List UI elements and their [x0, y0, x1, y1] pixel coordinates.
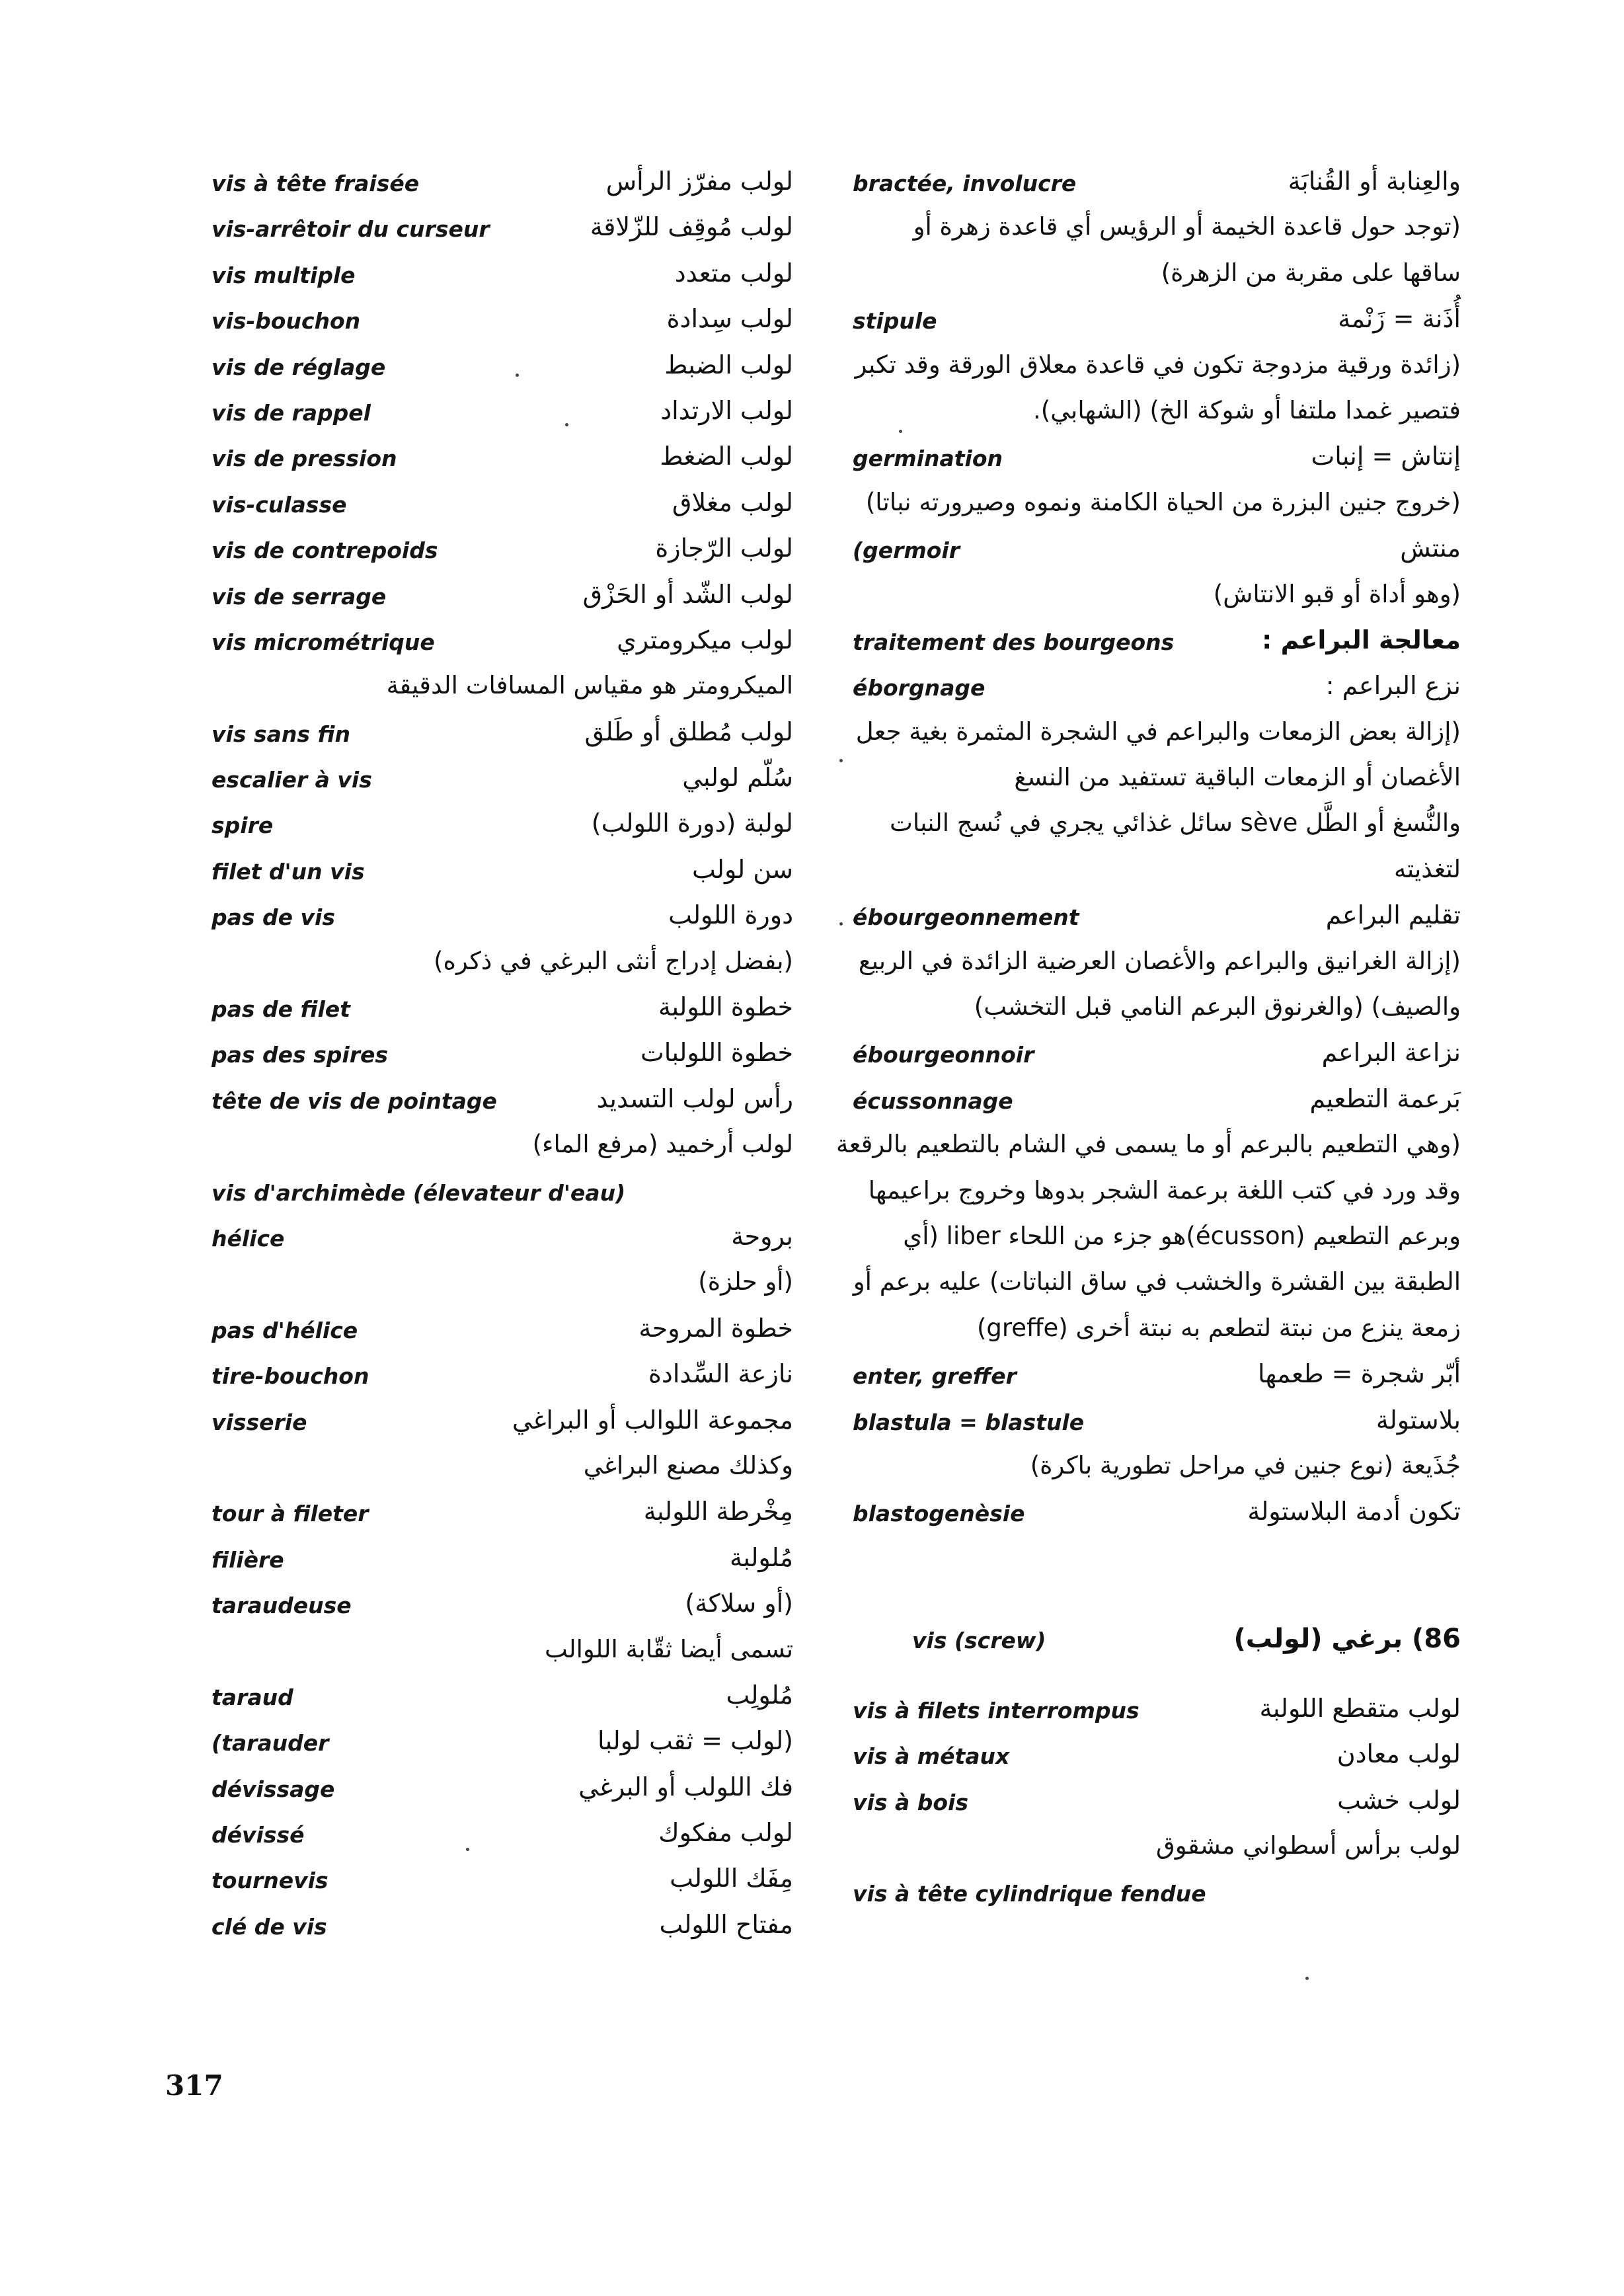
entry-row	[212, 1128, 793, 1174]
entry-row	[853, 1266, 1461, 1312]
french-term: vis-bouchon	[212, 308, 361, 335]
entry-row	[212, 257, 793, 303]
entry-row	[853, 1312, 1461, 1358]
entry-row	[212, 991, 793, 1037]
entry-row	[853, 257, 1461, 303]
arabic-term: (زائدة ورقية مزدوجة تكون في قاعدة معلاق الورقة وقد تكبر	[855, 350, 1461, 379]
entry-row	[212, 716, 793, 762]
french-term: filière	[212, 1546, 284, 1573]
entry-row	[212, 1220, 793, 1266]
arabic-term: سُلّم لولبي	[682, 763, 793, 793]
entry-row	[212, 1634, 793, 1679]
arabic-term: (وهي التطعيم بالبرعم أو ما يسمى في الشام بالتطعيم بالرقعة	[835, 1130, 1461, 1159]
entry-row	[212, 1542, 793, 1587]
entry-row	[853, 853, 1461, 899]
arabic-term: لولب مُطلق أو طَلق	[584, 717, 793, 746]
french-term: écussonnage	[853, 1088, 1013, 1114]
entry-row	[212, 1358, 793, 1404]
entry-row	[212, 349, 793, 395]
french-term: taraudeuse	[212, 1593, 352, 1619]
arabic-term: مُلولِب	[726, 1680, 793, 1710]
french-term: tire-bouchon	[212, 1363, 369, 1390]
french-term: filet d'un vis	[212, 858, 365, 885]
french-term: stipule	[853, 308, 937, 335]
arabic-term: تقليم البراعم	[1325, 900, 1461, 930]
arabic-term: لولب خشب	[1337, 1785, 1461, 1815]
arabic-term: (توجد حول قاعدة الخيمة أو الرؤيس أي قاعدة زهرة أو	[913, 212, 1461, 241]
arabic-term: معالجة البراعم :	[1262, 625, 1461, 654]
french-term: (germoir	[853, 537, 960, 564]
entry-row	[853, 945, 1461, 991]
arabic-term: لولبة (دورة اللولب)	[591, 809, 793, 838]
arabic-term: مجموعة اللوالب أو البراغي	[512, 1405, 793, 1435]
french-term: pas de filet	[212, 996, 350, 1023]
entry-row	[212, 1495, 793, 1541]
arabic-term: (إزالة الغرانيق والبراعم والأغصان العرضية الزائدة في الربيع	[858, 946, 1461, 975]
arabic-term: رأس لولب التسديد	[596, 1084, 793, 1113]
french-term: clé de vis	[212, 1913, 327, 1940]
french-term: tête de vis de pointage	[212, 1088, 497, 1114]
entry-row	[853, 1830, 1461, 1876]
french-term: éborgnage	[853, 675, 986, 701]
entry-row	[853, 807, 1461, 853]
arabic-term: مِفَك اللولب	[670, 1864, 793, 1893]
french-term: traitement des bourgeons	[853, 629, 1175, 655]
french-term: visserie	[212, 1409, 307, 1435]
entry-row	[853, 303, 1461, 348]
arabic-term: والنُّسغ أو الطَّل sève سائل غذائي يجري في نُسج النبات	[890, 809, 1461, 838]
french-term: vis de réglage	[212, 354, 386, 380]
french-term: blastula = blastule	[853, 1409, 1085, 1435]
french-term: vis à bois	[853, 1789, 968, 1815]
arabic-term: لولب مفرّز الرأس	[605, 167, 793, 196]
arabic-term: (أو سلاكة)	[685, 1589, 793, 1618]
entry-row	[212, 532, 793, 578]
entry-row	[853, 1404, 1461, 1450]
entry-row	[212, 303, 793, 348]
entry-row	[212, 624, 793, 670]
arabic-term: (لولب = ثقب لولبا	[598, 1726, 793, 1756]
entry-row	[212, 1679, 793, 1725]
arabic-term: مفتاح اللولب	[659, 1909, 793, 1939]
arabic-term: فتصير غمدا ملتفا أو شوكة الخ) (الشهابي).	[1033, 395, 1461, 424]
arabic-term: نازعة السِّدادة	[648, 1359, 793, 1389]
entry-row	[853, 487, 1461, 532]
entry-row	[212, 578, 793, 624]
entry-row	[212, 1862, 793, 1908]
entry-row	[853, 578, 1461, 624]
entry-row	[853, 165, 1461, 211]
french-term: enter, greffer	[853, 1363, 1017, 1390]
arabic-term: لولب الضغط	[660, 442, 793, 471]
entry-row	[853, 1450, 1461, 1495]
entry-row	[853, 1358, 1461, 1404]
french-term: vis micrométrique	[212, 629, 435, 655]
arabic-term: نزع البراعم :	[1325, 671, 1461, 701]
entry-row	[212, 395, 793, 440]
entry-row	[853, 440, 1461, 486]
french-term: vis à filets interrompus	[853, 1697, 1140, 1723]
entry-row	[212, 945, 793, 991]
entry-row	[212, 1771, 793, 1817]
arabic-term: بلاستولة	[1375, 1405, 1461, 1435]
french-term: vis de pression	[212, 446, 397, 472]
arabic-term: لولب الشّد أو الحَزْق	[582, 579, 793, 609]
arabic-term: 86) برغي (لولب)	[1233, 1623, 1461, 1654]
arabic-term: (خروج جنين البزرة من الحياة الكامنة ونموه وصيرورته نباتا)	[865, 487, 1461, 516]
arabic-term: جُذَيعة (نوع جنين في مراحل تطورية باكرة)	[1030, 1450, 1461, 1480]
arabic-term: لتغذيته	[1393, 854, 1461, 883]
french-term: dévissage	[212, 1776, 335, 1802]
entry-row	[212, 1725, 793, 1770]
entry-row	[212, 1175, 793, 1220]
entry-row	[212, 1083, 793, 1128]
page-number: 317	[165, 2069, 223, 2102]
french-term: vis de contrepoids	[212, 537, 438, 564]
french-term: ébourgeonnoir	[853, 1042, 1034, 1068]
entry-row	[853, 1876, 1461, 1921]
entry-row	[212, 1909, 793, 1954]
entry-row	[853, 1220, 1461, 1266]
arabic-term: فك اللولب أو البرغي	[578, 1772, 793, 1801]
entry-row	[212, 762, 793, 807]
arabic-term: تسمى أيضا ثقّابة اللوالب	[545, 1634, 793, 1663]
arabic-term: بَرعمة التطعيم	[1309, 1084, 1461, 1113]
arabic-term: دورة اللولب	[668, 900, 793, 930]
arabic-term: لولب الضبط	[664, 350, 793, 379]
arabic-term: مُلولبة	[730, 1542, 793, 1572]
entry-row	[212, 1312, 793, 1358]
arabic-term: مِخْرطة اللولبة	[643, 1497, 793, 1526]
entry-row	[212, 1037, 793, 1082]
entry-row	[212, 670, 793, 715]
arabic-term: أبّر شجرة = طعمها	[1257, 1359, 1461, 1389]
arabic-term: نزاعة البراعم	[1321, 1038, 1461, 1068]
arabic-term: خطوة المروحة	[638, 1313, 793, 1343]
entry-row	[853, 1175, 1461, 1220]
entry-row	[853, 349, 1461, 395]
arabic-term: تكون أدمة البلاستولة	[1247, 1497, 1461, 1526]
french-term: vis à métaux	[853, 1743, 1010, 1770]
entry-row	[835, 1128, 1461, 1174]
french-term: vis multiple	[212, 262, 356, 288]
arabic-term: لولب ميكرومتري	[617, 625, 793, 654]
arabic-term: بروحة	[731, 1221, 793, 1251]
arabic-term: لولب سِدادة	[666, 304, 793, 334]
arabic-term: خطوة اللولبة	[658, 992, 793, 1022]
arabic-term: وبرعم التطعيم (écusson)هو جزء من اللحاء liber (أي	[903, 1221, 1461, 1250]
entry-row	[853, 211, 1461, 257]
arabic-term: الأغصان أو الزمعات الباقية تستفيد من النسغ	[1014, 763, 1461, 792]
french-term: vis de serrage	[212, 583, 387, 610]
arabic-term: منتش	[1400, 534, 1461, 563]
entry-row	[853, 762, 1461, 807]
entry-row	[853, 1495, 1461, 1541]
french-term: tour à fileter	[212, 1501, 369, 1527]
arabic-term: لولب مفكوك	[658, 1818, 793, 1848]
french-term: vis d'archimède (élevateur d'eau)	[212, 1179, 626, 1206]
arabic-term: والصيف) (والغرنوق البرعم النامي قبل التخشب)	[974, 992, 1461, 1021]
entry-row	[212, 1817, 793, 1862]
arabic-term: وقد ورد في كتب اللغة برعمة الشجر بدوها وخروج براعيمها	[868, 1175, 1461, 1205]
left-column	[212, 165, 793, 1954]
entry-row	[212, 211, 793, 257]
right-column	[835, 165, 1461, 1922]
entry-row	[212, 1587, 793, 1633]
arabic-term: لولب أرخميد (مرفع الماء)	[532, 1130, 793, 1159]
arabic-term: لولب الارتداد	[660, 395, 793, 425]
entry-row	[212, 487, 793, 532]
french-term: spire	[212, 812, 274, 839]
arabic-term: (إزالة بعض الزمعات والبراعم في الشجرة المثمرة بغية جعل	[855, 717, 1461, 746]
entry-row	[853, 1083, 1461, 1128]
arabic-term: أُذَنة = زَنْمة	[1338, 304, 1461, 334]
arabic-term: (وهو أداة أو قبو الانتاش)	[1213, 579, 1461, 608]
french-term: taraud	[212, 1684, 293, 1710]
entry-row	[853, 1037, 1461, 1082]
french-term: hélice	[212, 1225, 285, 1251]
entry-row	[853, 532, 1461, 578]
entry-row	[212, 1450, 793, 1495]
french-term: blastogenèsie	[853, 1501, 1025, 1527]
arabic-term: (بفضل إدراج أنثى البرغي في ذكره)	[434, 946, 793, 975]
entry-row	[853, 716, 1461, 762]
french-term: escalier à vis	[212, 767, 372, 793]
french-term: vis de rappel	[212, 399, 371, 426]
entry-row	[212, 165, 793, 211]
entry-row	[853, 1692, 1461, 1738]
section-heading	[853, 1581, 1461, 1692]
entry-row	[853, 624, 1461, 670]
french-term: vis à tête fraisée	[212, 171, 420, 196]
french-term: vis sans fin	[212, 721, 350, 747]
arabic-term: خطوة اللولبات	[640, 1038, 793, 1068]
entry-row	[853, 899, 1461, 945]
arabic-term: (أو حلزة)	[698, 1267, 793, 1296]
arabic-term: سن لولب	[692, 854, 793, 884]
arabic-term: زمعة ينزع من نبتة لتطعم به نبتة أخرى (greffe)	[976, 1313, 1461, 1342]
entry-row	[853, 1738, 1461, 1784]
french-term: vis-culasse	[212, 491, 347, 518]
entry-row	[853, 991, 1461, 1037]
arabic-term: لولب مُوقِف للزّلاقة	[590, 212, 793, 242]
entry-row	[212, 899, 793, 945]
french-term: (tarauder	[212, 1730, 329, 1757]
french-term: bractée, involucre	[853, 171, 1077, 196]
arabic-term: لولب متعدد	[674, 258, 793, 288]
arabic-term: لولب الرّجازة	[655, 534, 793, 563]
arabic-term: الميكرومتر هو مقياس المسافات الدقيقة	[386, 671, 793, 700]
french-term: vis-arrêtoir du curseur	[212, 216, 490, 243]
arabic-term: لولب متقطع اللولبة	[1259, 1693, 1461, 1723]
arabic-term: الطبقة بين القشرة والخشب في ساق النباتات) عليه برعم أو	[853, 1267, 1461, 1296]
french-term: vis à tête cylindrique fendue	[853, 1881, 1206, 1907]
french-term: tournevis	[212, 1868, 329, 1894]
french-term: dévissé	[212, 1822, 305, 1848]
arabic-term: لولب معادن	[1336, 1739, 1461, 1769]
french-term: pas d'hélice	[212, 1317, 358, 1343]
arabic-term: والعِنابة أو القُنابَة	[1288, 167, 1461, 196]
french-term: vis (screw)	[912, 1627, 1046, 1653]
entry-row	[853, 670, 1461, 715]
entry-row	[853, 395, 1461, 440]
french-term: germination	[853, 446, 1003, 472]
entry-row	[212, 1404, 793, 1450]
entry-row	[212, 1266, 793, 1312]
arabic-term: لولب مغلاق	[672, 487, 793, 517]
entry-row	[212, 853, 793, 899]
entry-row	[853, 1784, 1461, 1830]
arabic-term: لولب برأس أسطواني مشقوق	[1156, 1831, 1461, 1860]
french-term: pas de vis	[212, 904, 335, 931]
entry-row	[212, 807, 793, 853]
entry-row	[212, 440, 793, 486]
arabic-term: إنتاش = إنبات	[1311, 442, 1461, 471]
arabic-term: وكذلك مصنع البراغي	[583, 1450, 793, 1480]
arabic-term: ساقها على مقربة من الزهرة)	[1161, 258, 1461, 287]
french-term: ébourgeonnement	[853, 904, 1079, 931]
french-term: pas des spires	[212, 1042, 389, 1068]
